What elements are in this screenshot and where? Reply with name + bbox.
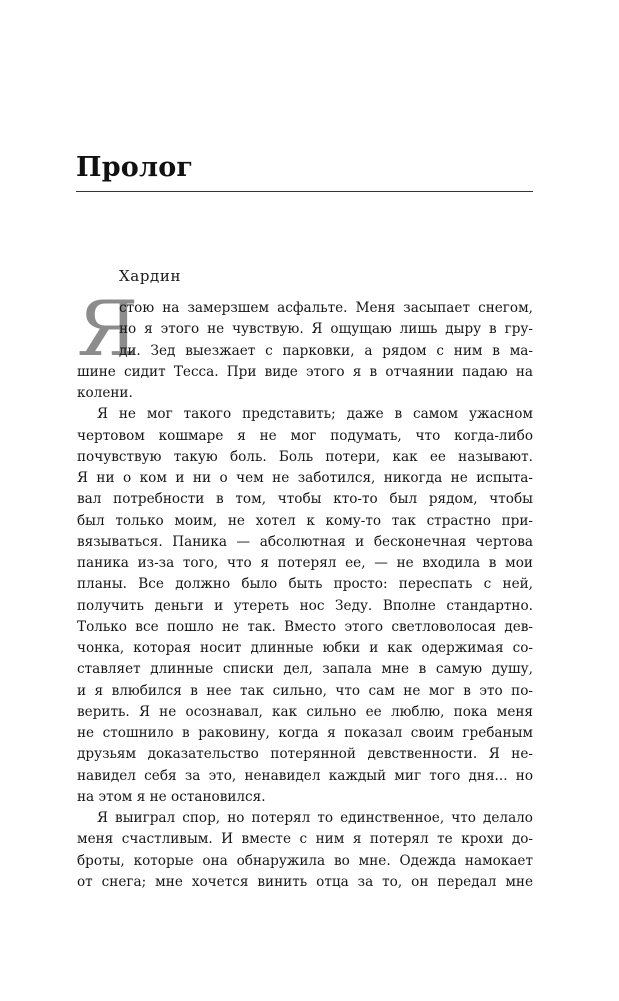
text-line: ставляет длинные списки дел, запала мне в самую душу, <box>77 661 533 678</box>
chapter-title-rule <box>76 191 533 192</box>
chapter-title: Пролог <box>76 152 194 183</box>
text-line: верить. Я не осознавал, как сильно ее люблю, пока меня <box>77 703 533 720</box>
text-line: но я этого не чувствую. Я ощущаю лишь дыру в гру- <box>119 321 533 338</box>
text-line: был только моим, не хотел к кому-то так страстно при- <box>77 512 533 529</box>
text-line: чонка, которая носит длинные юбки и как одержимая со- <box>77 640 533 656</box>
text-line: и я влюбился в нее так сильно, что сам не мог в это по- <box>77 682 533 699</box>
text-line: вязываться. Паника — абсолютная и бесконечная чертова <box>77 533 533 550</box>
text-line: планы. Все должно было быть просто: переспать с ней, <box>77 576 533 593</box>
text-line: вал потребности в том, чтобы кто-то был рядом, чтобы <box>77 491 533 508</box>
text-line: паника из-за того, что я потерял ее, — не входила в мои <box>77 555 533 571</box>
text-line: Я не мог такого представить; даже в самом ужасном <box>97 406 533 423</box>
body-text <box>77 298 533 893</box>
text-line: Только все пошло не так. Вместо этого светловолосая дев- <box>77 618 533 635</box>
text-line: стою на замерзшем асфальте. Меня засыпает снегом, <box>119 300 533 316</box>
text-line: не стошнило в раковину, когда я показал своим гребаным <box>77 725 533 741</box>
text-line: навидел себя за это, ненавидел каждый миг того дня... но <box>77 767 533 784</box>
text-line: почувствую такую боль. Боль потери, как ее называют. <box>77 448 533 465</box>
text-line: получить деньги и утереть нос Зеду. Вполне стандартно. <box>77 597 533 614</box>
text-line: колени. <box>77 385 133 401</box>
text-line: друзьям доказательство потерянной девственности. Я не- <box>77 746 533 763</box>
drop-cap: Я <box>77 284 139 373</box>
text-line: меня счастливым. И вместе с ним я потерял те крохи до- <box>77 831 533 848</box>
text-line: от снега; мне хочется винить отца за то, он передал мне <box>77 873 533 890</box>
text-line: броты, которые она обнаружила во мне. Одежда намокает <box>77 852 533 869</box>
narrator-heading: Хардин <box>119 267 182 285</box>
text-line: Я ни о ком и ни о чем не заботился, никогда не испыта- <box>77 470 533 486</box>
text-line: чертовом кошмаре я не мог подумать, что когда-либо <box>77 427 533 444</box>
text-line: на этом я не остановился. <box>77 788 266 805</box>
text-line: шине сидит Тесса. При виде этого я в отчаянии падаю на <box>77 363 533 380</box>
text-line: Я выиграл спор, но потерял то единственное, что делало <box>97 810 533 826</box>
text-line: ди. Зед выезжает с парковки, а рядом с ним в ма- <box>119 342 533 359</box>
